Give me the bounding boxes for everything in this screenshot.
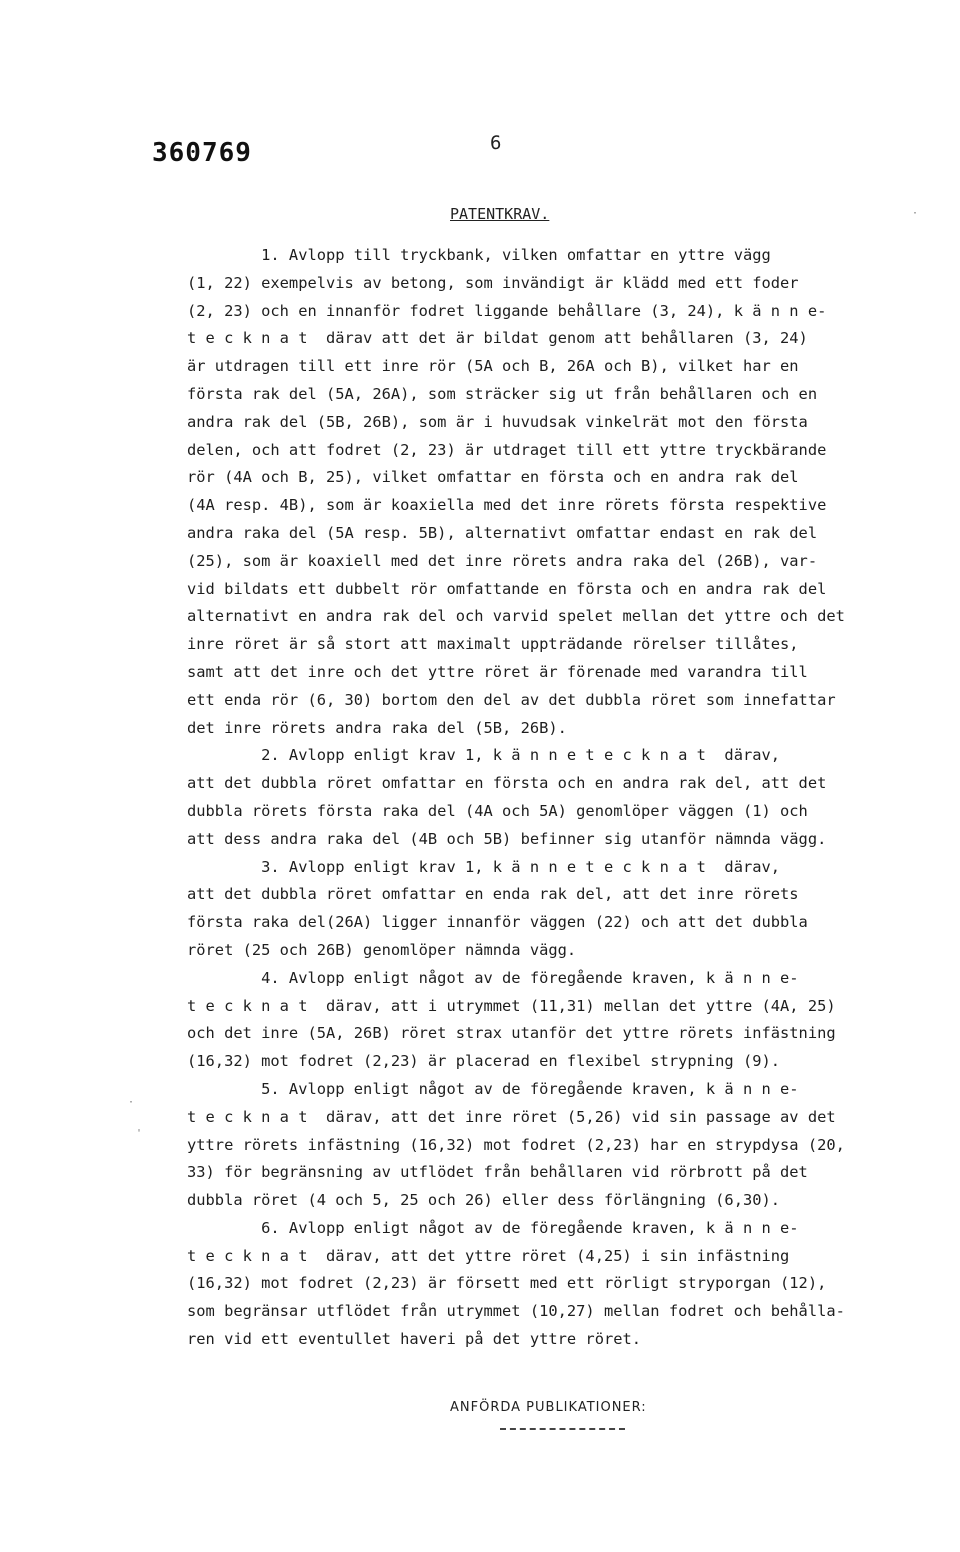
text-line: att dess andra raka del (4B och 5B) befinner sig utanför nämnda vägg. (187, 829, 827, 848)
text-line: rör (4A och B, 25), vilket omfattar en första och en andra rak del (187, 468, 799, 487)
text-line: andra raka del (5A resp. 5B), alternativt omfattar endast en rak del (187, 523, 818, 542)
text-line: (16,32) mot fodret (2,23) är placerad en flexibel strypning (9). (187, 1052, 781, 1071)
text-line: att det dubbla röret omfattar en första och en andra rak del, att det (187, 774, 827, 793)
text-line: (16,32) mot fodret (2,23) är försett med ett rörligt stryporgan (12), (187, 1274, 827, 1293)
text-line: 6. Avlopp enligt något av de föregående kraven, k ä n n e- (187, 1218, 799, 1237)
text-line: t e c k n a t därav att det är bildat genom att behållaren (3, 24) (187, 329, 808, 348)
text-line: alternativt en andra rak del och varvid spelet mellan det yttre och det (187, 607, 845, 626)
text-line: delen, och att fodret (2, 23) är utdraget till ett yttre tryckbärande (187, 440, 827, 459)
text-line: är utdragen till ett inre rör (5A och B, 26A och B), vilket har en (187, 357, 799, 376)
text-line: som begränsar utflödet från utrymmet (10,27) mellan fodret och behålla- (187, 1302, 845, 1321)
text-line: 4. Avlopp enligt något av de föregående kraven, k ä n n e- (187, 968, 799, 987)
text-line: t e c k n a t därav, att i utrymmet (11,31) mellan det yttre (4A, 25) (187, 996, 836, 1015)
text-line: att det dubbla röret omfattar en enda rak del, att det inre rörets (187, 885, 799, 904)
claims-text (187, 242, 937, 1354)
text-line: dubbla rörets första raka del (4A och 5A) genomlöper väggen (1) och (187, 801, 808, 820)
text-line: inre röret är så stort att maximalt uppträdande rörelser tillåtes, (187, 635, 799, 654)
text-line: ett enda rör (6, 30) bortom den del av det dubbla röret som innefattar (187, 690, 836, 709)
text-line: (4A resp. 4B), som är koaxiella med det inre rörets första respektive (187, 496, 827, 515)
page-number: 6 (490, 132, 502, 154)
text-line: yttre rörets infästning (16,32) mot fodret (2,23) har en strypdysa (20, (187, 1135, 845, 1154)
text-line: dubbla röret (4 och 5, 25 och 26) eller dess förlängning (6,30). (187, 1191, 781, 1210)
text-line: röret (25 och 26B) genomlöper nämnda vägg. (187, 940, 577, 959)
cited-publications-rule (500, 1428, 625, 1430)
claims-heading: PATENTKRAV. (450, 205, 550, 223)
text-line: första rak del (5A, 26A), som sträcker sig ut från behållaren och en (187, 384, 818, 403)
text-line: 1. Avlopp till tryckbank, vilken omfattar en yttre vägg (187, 246, 771, 264)
text-line: första raka del(26A) ligger innanför väggen (22) och att det dubbla (187, 913, 808, 932)
text-line: t e c k n a t därav, att det yttre röret (4,25) i sin infästning (187, 1246, 790, 1265)
scan-speck: · (912, 208, 919, 219)
text-line: 5. Avlopp enligt något av de föregående kraven, k ä n n e- (187, 1079, 799, 1098)
document-number: 360769 (152, 138, 252, 168)
text-line: (1, 22) exempelvis av betong, som invändigt är klädd med ett foder (187, 273, 799, 292)
text-line: (25), som är koaxiell med det inre rörets andra raka del (26B), var- (187, 551, 818, 570)
cited-publications-label: ANFÖRDA PUBLIKATIONER: (450, 1400, 647, 1415)
text-line: andra rak del (5B, 26B), som är i huvudsak vinkelrät mot den första (187, 412, 808, 431)
text-line: och det inre (5A, 26B) röret strax utanför det yttre rörets infästning (187, 1024, 836, 1043)
scan-speck: ' (136, 1128, 143, 1139)
text-line: (2, 23) och en innanför fodret liggande behållare (3, 24), k ä n n e- (187, 301, 827, 320)
text-line: 33) för begränsning av utflödet från behållaren vid rörbrott på det (187, 1163, 808, 1182)
text-line: 3. Avlopp enligt krav 1, k ä n n e t e c k n a t därav, (187, 857, 781, 876)
text-line: vid bildats ett dubbelt rör omfattande en första och en andra rak del (187, 579, 827, 598)
text-line: samt att det inre och det yttre röret är förenade med varandra till (187, 662, 808, 681)
text-line: det inre rörets andra raka del (5B, 26B). (187, 718, 567, 737)
text-line: ren vid ett eventullet haveri på det yttre röret. (187, 1330, 642, 1349)
text-line: 2. Avlopp enligt krav 1, k ä n n e t e c k n a t därav, (187, 746, 781, 765)
scan-speck: · (128, 1097, 135, 1108)
text-line: t e c k n a t därav, att det inre röret (5,26) vid sin passage av det (187, 1107, 836, 1126)
